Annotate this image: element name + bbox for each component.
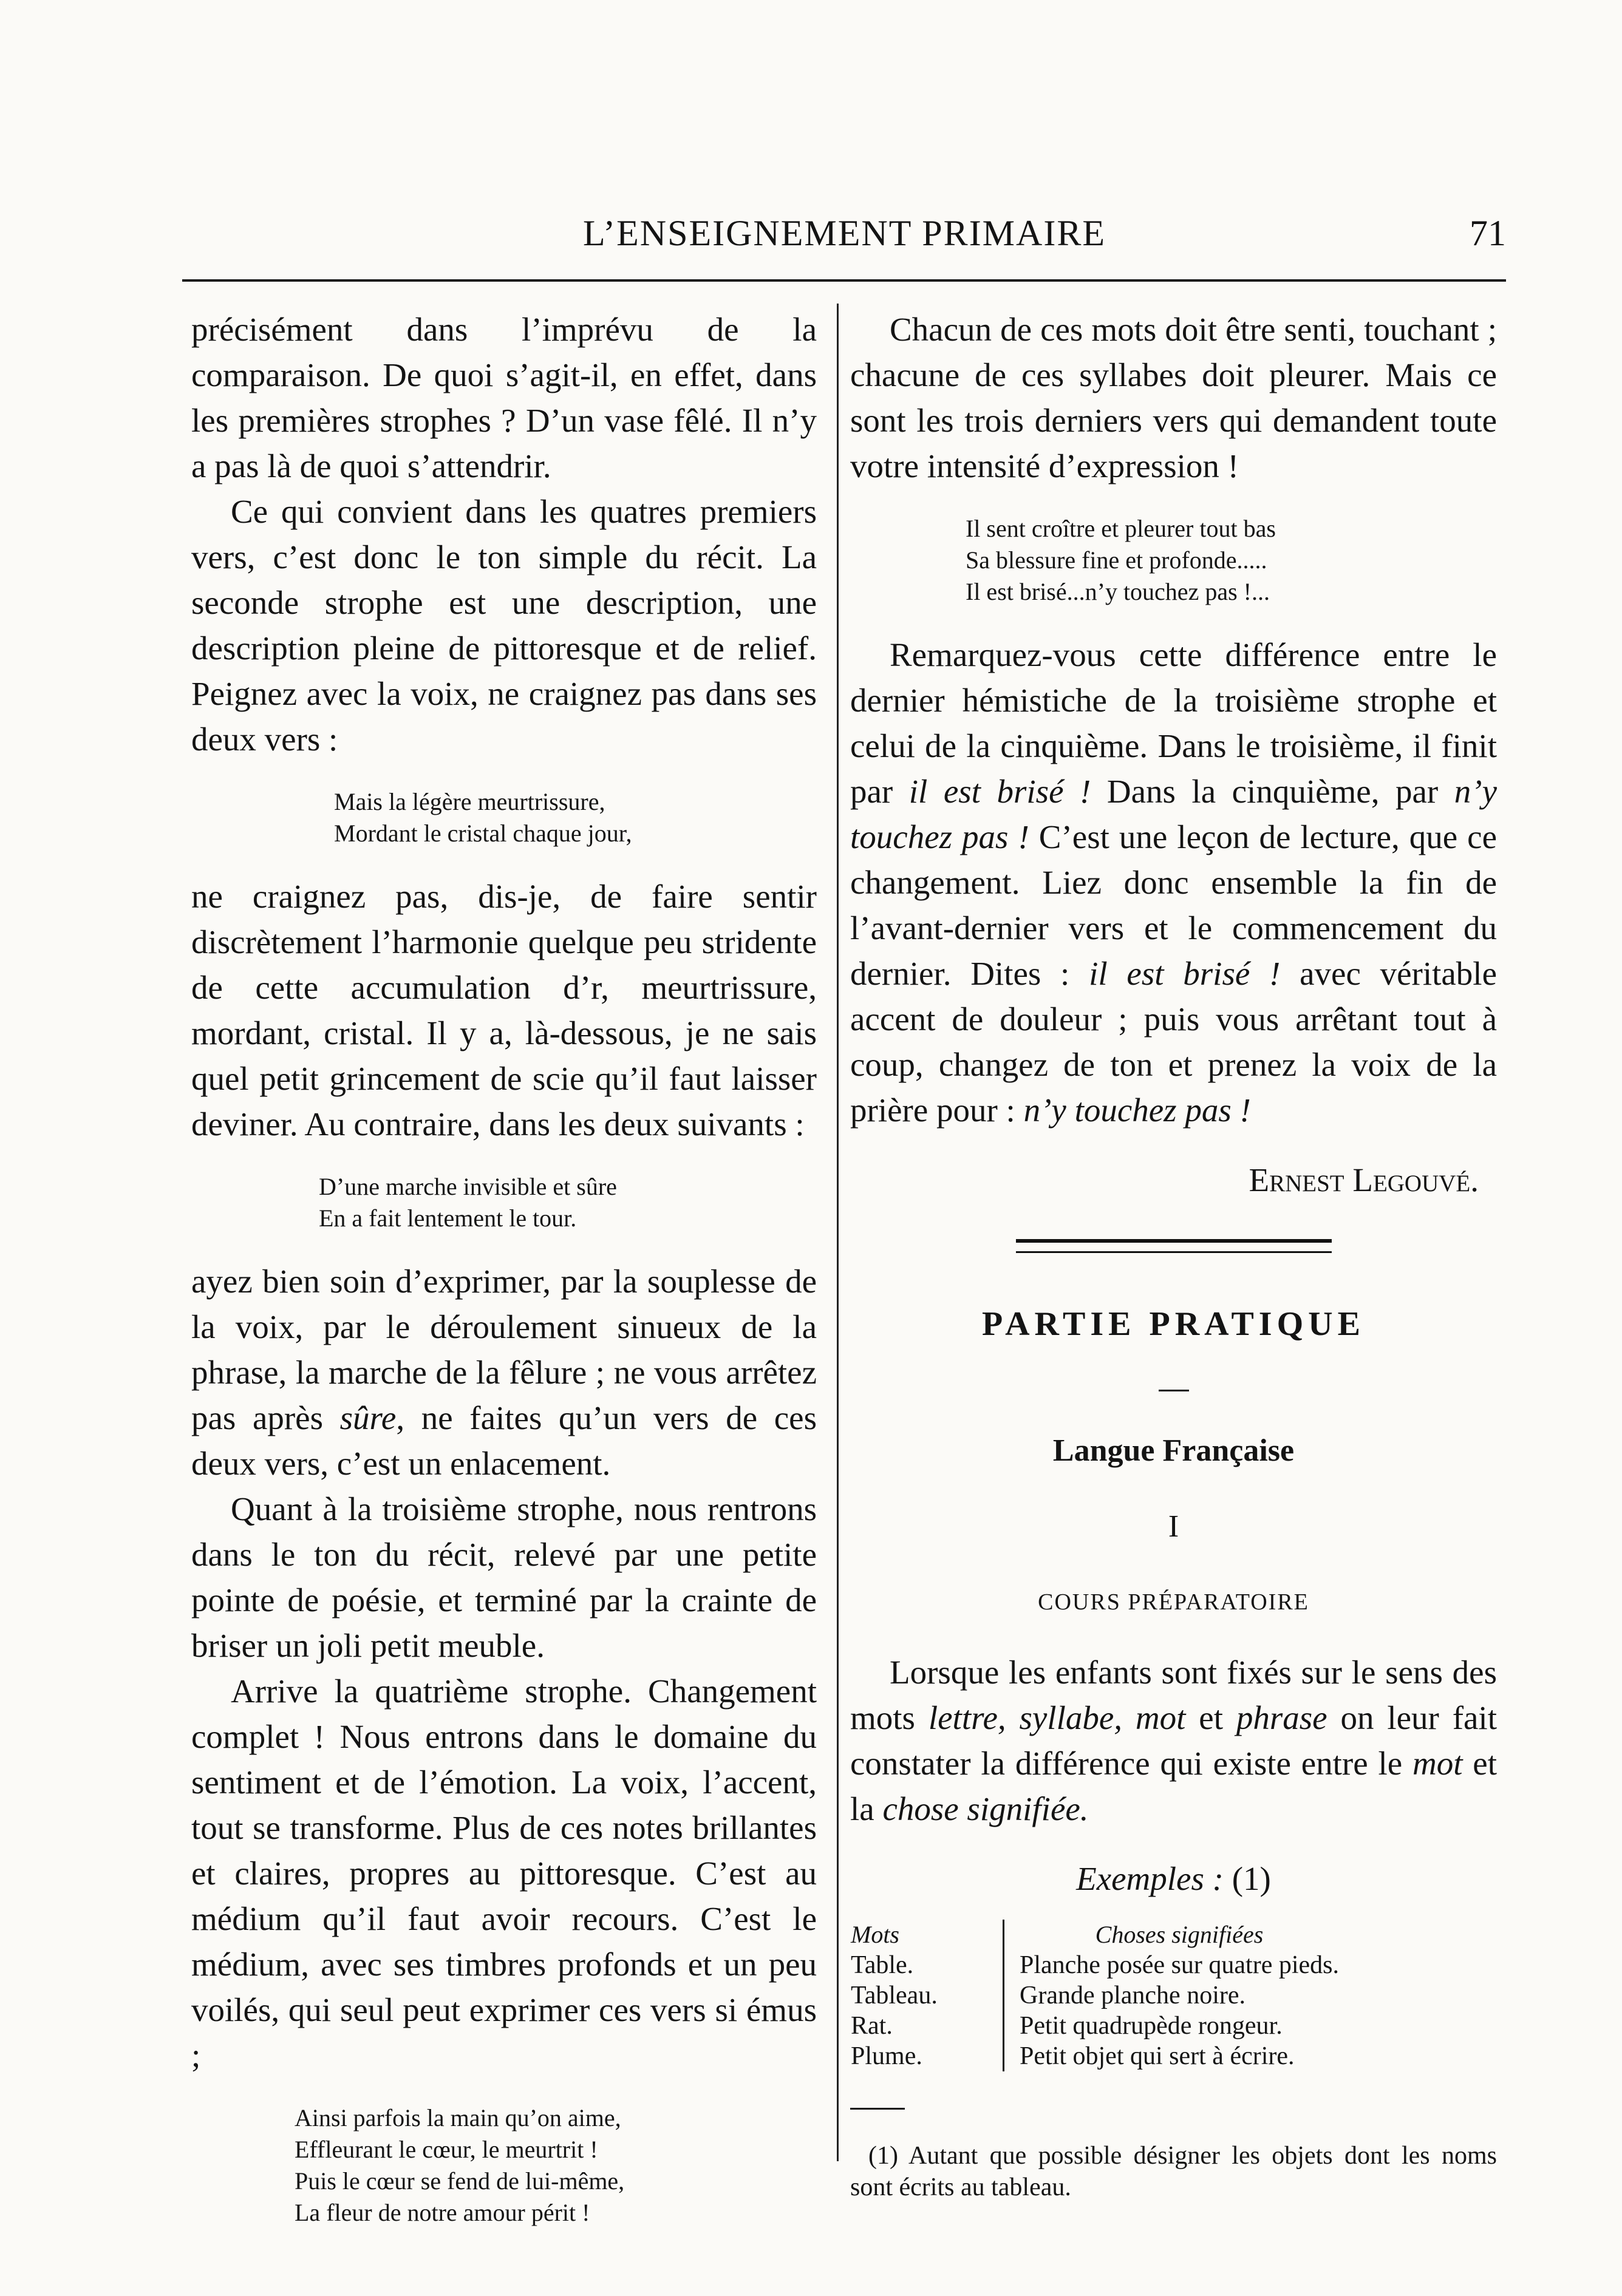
footnote: (1) Autant que possible désigner les objets dont les noms sont écrits au tableau. [850,2142,1497,2201]
table-cell: Grande planche noire. [1020,1982,1245,2009]
verse-quote [295,2102,817,2229]
emphasis: n’y touchez pas ! [850,773,1497,855]
examples-table [850,1920,1340,2071]
right-column [850,307,1497,2203]
footnote-ref: (1) [1223,1860,1271,1897]
section-title: PARTIE PRATIQUE [982,1305,1365,1343]
verse-line: Sa blessure fine et profonde..... [966,546,1267,574]
table-row [850,1980,1340,2011]
column-divider [837,304,839,2161]
footnote-rule [850,2108,905,2110]
text-run: Lorsque les enfants sont fixés sur le sens des mots [850,1654,1497,1736]
table-cell: Tableau. [850,1980,1004,2011]
text-run: Remarquez-vous cette différence entre le dernier hémistiche de la troisième strophe et celui de la cinquième. Dans le troisième, il finit par [850,636,1497,810]
table-row [850,2011,1340,2041]
verse-line: Puis le cœur se fend de lui-même, [295,2167,625,2195]
verse-quote [966,513,1497,608]
column-header: Choses signifiées [1095,1921,1264,1948]
examples-heading [850,1856,1497,1901]
emphasis: chose signifiée. [882,1790,1089,1827]
course-heading: COURS PRÉPARATOIRE [1038,1589,1309,1615]
table-header-row [850,1920,1340,1950]
verse-line: Il sent croître et pleurer tout bas [966,515,1276,542]
text-run: , ne faites qu’un vers de ces deux vers, c’est un enlacement. [191,1399,817,1482]
verse-quote [334,786,817,849]
page-number: 71 [1470,213,1506,253]
table-cell: Petit objet qui sert à écrire. [1020,2042,1295,2070]
text-run: C’est une leçon de lecture, que ce changement. Liez donc ensemble la fin de l’avant-dernier vers et le commencement du dernier. Dites : [850,818,1497,992]
emphasis: mot [1412,1745,1463,1782]
text-run: et [1185,1699,1236,1736]
text-run: on leur fait constater la différence qui existe entre le [850,1699,1497,1782]
emphasis: lettre, syllabe, mot [928,1699,1186,1736]
author-signature: Ernest Legouvé. [1249,1161,1479,1198]
paragraph [191,1258,817,1486]
paragraph: Arrive la quatrième strophe. Changement complet ! Nous entrons dans le domaine du sentiment et de l’émotion. La voix, l’accent, tout se transforme. Plus de ces notes brillantes et claires, propres au pittoresque. C’est au médium qu’il faut avoir recours. C’est le médium, avec ses timbres profonds et un peu voilés, qui seul peut exprimer ces vers si émus ; [191,1673,817,2074]
paragraph: Ce qui convient dans les quatres premiers vers, c’est donc le ton simple du récit. La seconde strophe est une description, une description pleine de pittoresque et de relief. Peignez avec la voix, ne craignez pas dans ses deux vers : [191,493,817,758]
table-row [850,1950,1340,1980]
emphasis: il est brisé ! [1089,955,1281,992]
column-header: Mots [850,1920,1004,1950]
table-cell: Plume. [850,2041,1004,2071]
paragraph: précisément dans l’imprévu de la comparaison. De quoi s’agit-il, en effet, dans les premières strophes ? D’un vase fêlé. Il n’y a pas là de quoi s’attendrir. [191,311,817,484]
lesson-number: I [1168,1509,1179,1544]
verse-line: Effleurant le cœur, le meurtrit ! [295,2136,598,2163]
text-run: ayez bien soin d’exprimer, par la souplesse de la voix, par le déroulement sinueux de la phrase, la marche de la fêlure ; ne vous arrêtez pas après [191,1263,817,1436]
paragraph [850,632,1497,1133]
examples-label: Exemples : [1076,1860,1224,1897]
verse-quote [319,1171,817,1234]
text-run: Dans la cinquième, par [1091,773,1454,810]
verse-line: D’une marche invisible et sûre [319,1173,617,1200]
verse-line: La fleur de notre amour périt ! [295,2199,590,2226]
emphasis: sûre [339,1399,397,1436]
running-title: L’ENSEIGNEMENT PRIMAIRE [583,213,1106,253]
paragraph: Quant à la troisième strophe, nous rentrons dans le ton du récit, relevé par une petite pointe de poésie, et terminé par la crainte de briser un joli petit meuble. [191,1490,817,1664]
verse-line: Il est brisé...n’y touchez pas !... [966,578,1270,605]
text-run: avec véritable accent de douleur ; puis vous arrêtant tout à coup, changez de ton et prenez la voix de la prière pour : [850,955,1497,1129]
emphasis: n’y touchez pas ! [1023,1092,1251,1129]
text-run: et la [850,1745,1497,1827]
verse-line: Mordant le cristal chaque jour, [334,820,632,847]
paragraph [850,1649,1497,1832]
subsection-title: Langue Française [1052,1433,1295,1468]
table-cell: Rat. [850,2011,1004,2041]
short-rule [1159,1390,1189,1391]
verse-line: Ainsi parfois la main qu’on aime, [295,2104,621,2131]
table-cell: Petit quadrupède rongeur. [1020,2012,1283,2040]
paragraph: ne craignez pas, dis-je, de faire sentir discrètement l’harmonie quelque peu stridente de cette accumulation d’r, meurtrissure, mordant, cristal. Il y a, là-dessous, je ne sais quel petit grincement de scie qu’il faut laisser deviner. Au contraire, dans les deux suivants : [191,878,817,1143]
emphasis: il est brisé ! [908,773,1091,810]
verse-line: En a fait lentement le tour. [319,1204,577,1232]
table-cell: Table. [850,1950,1004,1980]
table-row [850,2041,1340,2071]
table-cell: Planche posée sur quatre pieds. [1020,1951,1340,1979]
paragraph: Chacun de ces mots doit être senti, touchant ; chacune de ces syllabes doit pleurer. Mais ce sont les trois derniers vers qui demandent toute votre intensité d’expression ! [850,311,1497,484]
ornamental-rule [1016,1239,1332,1253]
left-column [191,307,817,2253]
page-header [182,212,1506,282]
emphasis: phrase [1236,1699,1327,1736]
verse-line: Mais la légère meurtrissure, [334,788,605,815]
